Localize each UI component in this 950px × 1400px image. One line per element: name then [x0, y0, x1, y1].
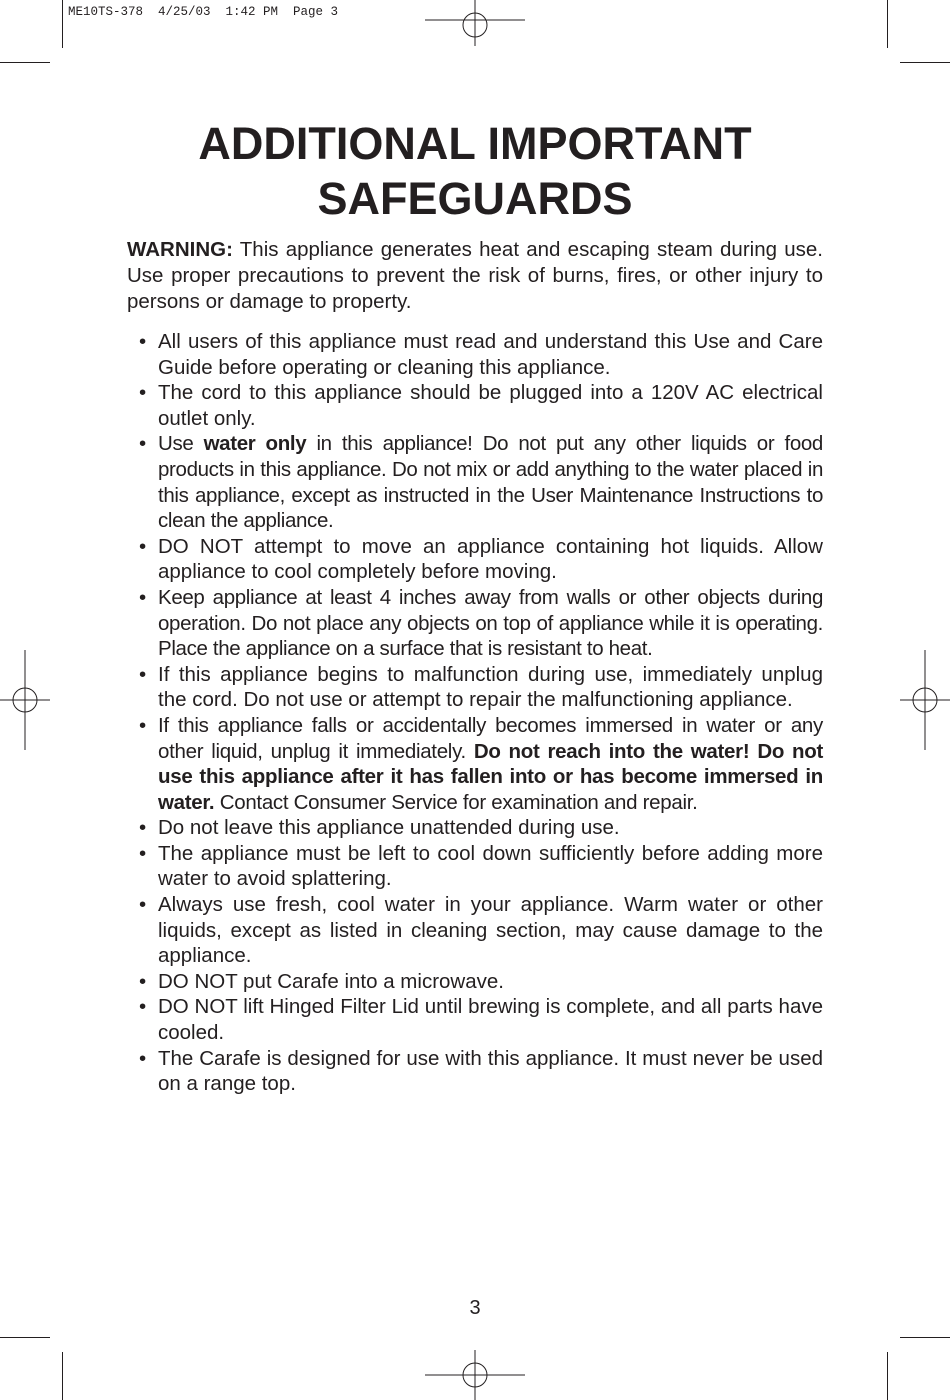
list-item	[127, 969, 823, 995]
list-item	[127, 380, 823, 431]
item-text: Keep appliance at least 4 inches away from walls or other objects during operation. Do not place any objects on top of appliance while it is operating. Place the appliance on a surface that is resistant to heat.	[158, 585, 823, 661]
crop-mark	[900, 1337, 950, 1338]
bullet-icon: •	[139, 432, 146, 456]
bullet-icon: •	[139, 330, 147, 353]
list-item	[127, 815, 823, 841]
item-text-bold: Do not reach into the water! Do not use this appliance after it has fallen into or has become immersed in water.	[158, 739, 823, 814]
safeguards-list	[127, 329, 823, 1097]
registration-mark-icon	[900, 650, 950, 750]
warning-label: WARNING:	[127, 238, 233, 261]
item-text-after: Contact Consumer Service for examination and repair.	[214, 790, 698, 814]
warning-paragraph	[127, 237, 823, 315]
item-text: The Carafe is designed for use with this appliance. It must never be used on a range top.	[158, 1046, 823, 1096]
item-text: DO NOT lift Hinged Filter Lid until brewing is complete, and all parts have cooled.	[158, 995, 823, 1045]
registration-mark-icon	[425, 0, 525, 48]
bullet-icon: •	[139, 662, 147, 686]
warning-text: This appliance generates heat and escaping steam during use. Use proper precautions to prevent the risk of burns, fires, or other injury to persons or damage to property.	[127, 238, 823, 313]
list-item	[127, 1046, 823, 1097]
list-item	[127, 534, 823, 585]
registration-mark-icon	[425, 1350, 525, 1400]
bullet-icon: •	[139, 841, 147, 865]
list-item	[127, 431, 823, 533]
item-text-bold: water only	[203, 432, 307, 456]
bullet-icon: •	[139, 585, 146, 609]
item-text: The cord to this appliance should be plugged into a 120V AC electrical outlet only.	[158, 381, 823, 430]
crop-mark	[0, 62, 50, 63]
bullet-icon: •	[139, 969, 147, 993]
list-item	[127, 841, 823, 892]
item-text-before: If this appliance falls or accidentally becomes immersed in water or any other liquid, unplug it immediately.	[158, 713, 823, 763]
crop-mark	[887, 1352, 888, 1400]
crop-mark	[62, 1352, 63, 1400]
print-slug: ME10TS-378 4/25/03 1:42 PM Page 3	[68, 5, 339, 19]
crop-mark	[900, 62, 950, 63]
bullet-icon: •	[139, 816, 147, 840]
bullet-icon: •	[139, 381, 147, 405]
bullet-icon: •	[139, 534, 147, 558]
item-text: Do not leave this appliance unattended during use.	[158, 816, 620, 840]
bullet-icon: •	[139, 995, 147, 1019]
list-item	[127, 329, 823, 380]
item-text: All users of this appliance must read and understand this Use and Care Guide before operating or cleaning this appliance.	[158, 330, 823, 379]
item-text: Always use fresh, cool water in your appliance. Warm water or other liquids, except as listed in cleaning section, may cause damage to the appliance.	[158, 893, 823, 968]
bullet-icon: •	[139, 893, 147, 917]
crop-mark	[887, 0, 888, 48]
item-text: The appliance must be left to cool down sufficiently before adding more water to avoid splattering.	[158, 841, 823, 891]
bullet-icon: •	[139, 713, 146, 737]
item-text: DO NOT put Carafe into a microwave.	[158, 969, 504, 993]
list-item	[127, 713, 823, 815]
title-line-1: ADDITIONAL IMPORTANT	[198, 118, 752, 169]
item-text-before: Use	[158, 432, 204, 456]
list-item	[127, 892, 823, 969]
item-text: If this appliance begins to malfunction during use, immediately unplug the cord. Do not use or attempt to repair the malfunctioning appliance.	[158, 662, 823, 712]
list-item	[127, 585, 823, 662]
title-line-2: SAFEGUARDS	[317, 173, 633, 224]
crop-mark	[0, 1337, 50, 1338]
registration-mark-icon	[0, 650, 50, 750]
page-title	[0, 116, 950, 226]
crop-mark	[62, 0, 63, 48]
item-text: DO NOT attempt to move an appliance containing hot liquids. Allow appliance to cool completely before moving.	[158, 534, 823, 584]
page-number: 3	[469, 1297, 481, 1319]
list-item	[127, 662, 823, 713]
bullet-icon: •	[139, 1046, 147, 1070]
item-text-after: in this appliance! Do not put any other liquids or food products in this appliance. Do not mix or add anything to the water placed in this appliance, except as instructed in the User Maintenance Instructions to clean the appliance.	[158, 432, 823, 533]
list-item	[127, 994, 823, 1045]
